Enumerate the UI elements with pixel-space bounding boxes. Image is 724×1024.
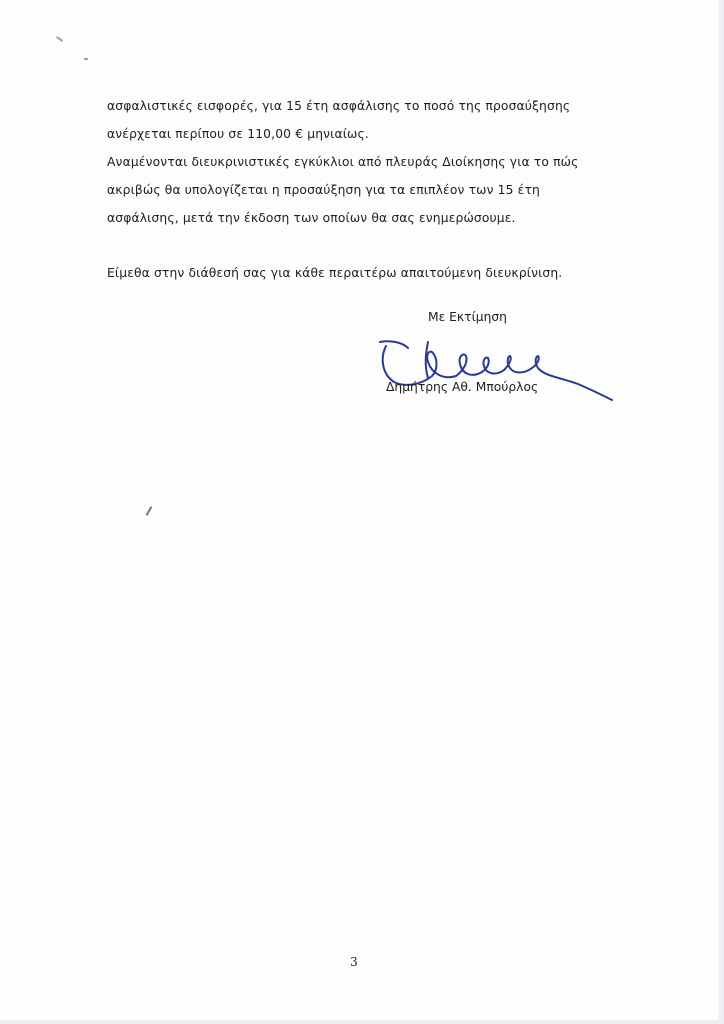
handwritten-signature (372, 328, 620, 408)
text-line: Είμεθα στην διάθεσή σας για κάθε περαιτέρω απαιτούμενη διευκρίνιση. (107, 266, 563, 280)
text-line: ασφάλισης, μετά την έκδοση των οποίων θα σας ενημερώσουμε. (107, 211, 516, 225)
paragraph-gap (107, 232, 612, 259)
closing-salutation: Με Εκτίμηση (428, 310, 507, 324)
paragraph-circulars (107, 148, 612, 232)
text-line: ανέρχεται περίπου σε 110,00 € μηνιαίως. (107, 127, 369, 141)
scan-speck (146, 506, 153, 516)
text-line: ασφαλιστικές εισφορές, για 15 έτη ασφάλισης το ποσό της προσαύξησης (107, 99, 571, 113)
scan-speck (84, 58, 88, 60)
scan-speck (56, 36, 63, 42)
scan-edge (0, 1020, 724, 1024)
scan-edge (718, 0, 724, 1024)
text-line: ακριβώς θα υπολογίζεται η προσαύξηση για τα επιπλέον των 15 έτη (107, 183, 540, 197)
signer-name: Δημήτρης Αθ. Μπούρλος (386, 380, 539, 394)
page-number: 3 (350, 955, 358, 969)
paragraph-contributions (107, 92, 612, 148)
letter-body (107, 92, 612, 287)
paragraph-availability (107, 259, 612, 287)
text-line: Αναμένονται διευκρινιστικές εγκύκλιοι από πλευράς Διοίκησης για το πώς (107, 155, 579, 169)
